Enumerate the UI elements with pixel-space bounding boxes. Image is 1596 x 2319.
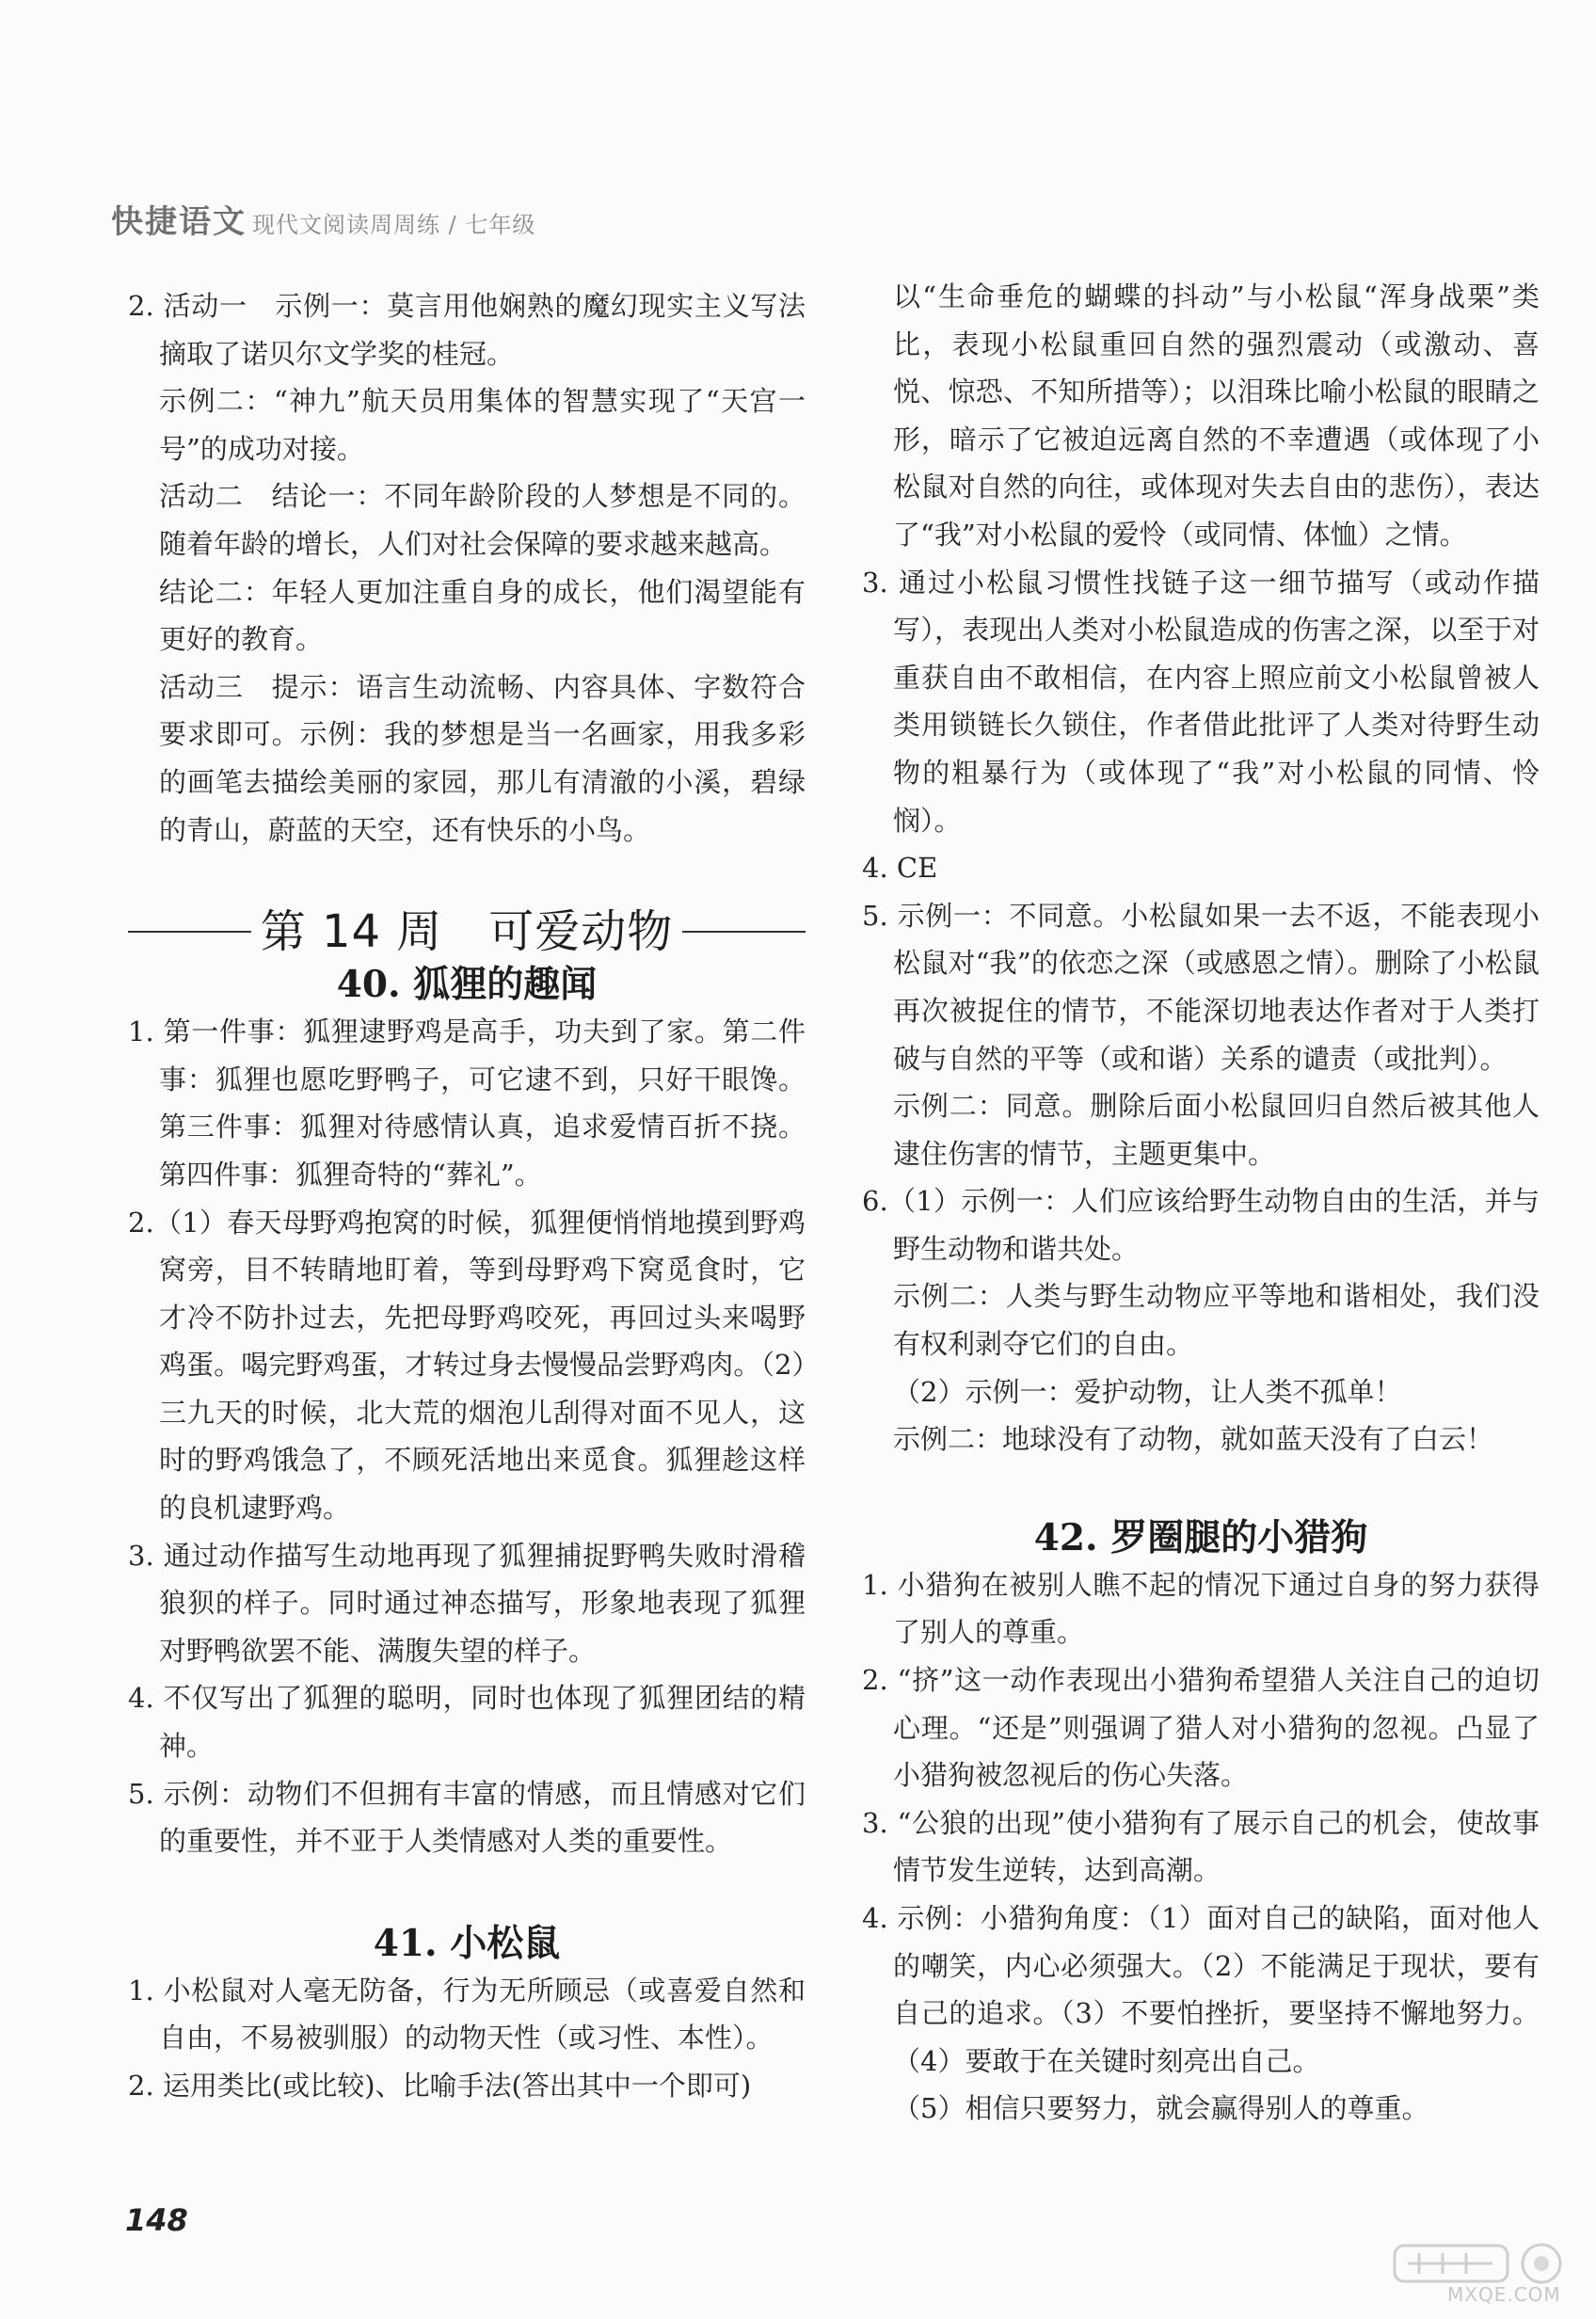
week-heading bbox=[128, 903, 806, 961]
answer-item: （2）示例一：爱护动物，让人类不孤单！ bbox=[893, 1375, 1402, 1408]
answer-item: 2. 活动一 示例一：莫言用他娴熟的魔幻现实主义写法摘取了诺贝尔文学奖的桂冠。 bbox=[128, 290, 806, 370]
answer-item: 示例二：地球没有了动物，就如蓝天没有了白云！ bbox=[893, 1423, 1494, 1456]
watermark-url: MXQE.COM bbox=[1447, 2283, 1561, 2306]
answer-list-top bbox=[128, 282, 806, 854]
right-column bbox=[862, 273, 1540, 2133]
watermark-logo bbox=[1391, 2240, 1572, 2306]
answer-item: 5. 示例一：不同意。小松鼠如果一去不返，不能表现小松鼠对“我”的依恋之深（或感恩之情）。删除了小松鼠再次被捉住的情节，不能深切地表达作者对于人类打破与自然的平等（或和谐）关系的谴责（或批判）。 bbox=[862, 899, 1540, 1075]
answer-item: 活动二 结论一：不同年龄阶段的人梦想是不同的。随着年龄的增长，人们对社会保障的要求越来越高。 bbox=[159, 480, 806, 560]
book-subtitle: 现代文阅读周周练 / 七年级 bbox=[252, 212, 536, 238]
answer-item: 2. 运用类比(或比较)、比喻手法(答出其中一个即可) bbox=[128, 2070, 752, 2102]
page-number: 148 bbox=[125, 2202, 188, 2238]
answer-item: 4. CE bbox=[862, 852, 938, 885]
answer-list-41 bbox=[128, 1967, 806, 2110]
answer-item: 3. 通过动作描写生动地再现了狐狸捕捉野鸭失败时滑稽狼狈的样子。同时通过神态描写，形象地表现了狐狸对野鸭欲罢不能、满腹失望的样子。 bbox=[128, 1539, 806, 1667]
section-title-42: 42. 罗圈腿的小猎狗 bbox=[1033, 1515, 1368, 1559]
answer-item: 4. 不仅写出了狐狸的聪明，同时也体现了狐狸团结的精神。 bbox=[128, 1682, 806, 1763]
answer-item: 6.（1）示例一：人们应该给野生动物自由的生活，并与野生动物和谐共处。 bbox=[862, 1185, 1540, 1265]
running-header bbox=[111, 196, 535, 242]
answer-item: 示例二：人类与野生动物应平等地和谐相处，我们没有权利剥夺它们的自由。 bbox=[893, 1280, 1540, 1361]
answer-list-42 bbox=[862, 1561, 1540, 2133]
heading-rule-left bbox=[128, 931, 251, 933]
answer-item: 1. 第一件事：狐狸逮野鸡是高手，功夫到了家。第二件事：狐狸也愿吃野鸭子，可它逮不到，只好干眼馋。第三件事：狐狸对待感情认真，追求爱情百折不挠。第四件事：狐狸奇特的“葬礼”。 bbox=[128, 1016, 806, 1191]
left-column bbox=[128, 282, 806, 2110]
answer-list-41-cont bbox=[862, 559, 1540, 1463]
answer-item: 结论二：年轻人更加注重自身的成长，他们渴望能有更好的教育。 bbox=[159, 575, 806, 656]
week-title: 第 14 周 可爱动物 bbox=[260, 904, 674, 958]
watermark-mark-icon bbox=[1391, 2240, 1572, 2287]
answer-item: 5. 示例：动物们不但拥有丰富的情感，而且情感对它们的重要性，并不亚于人类情感对人类的重要性。 bbox=[128, 1777, 806, 1858]
book-brand: 快捷语文 bbox=[111, 203, 247, 241]
section-title-41: 41. 小松鼠 bbox=[373, 1921, 561, 1965]
answer-item: 活动三 提示：语言生动流畅、内容具体、字数符合要求即可。示例：我的梦想是当一名画家，用我多彩的画笔去描绘美丽的家园，那儿有清澈的小溪，碧绿的青山，蔚蓝的天空，还有快乐的小鸟。 bbox=[159, 670, 806, 846]
heading-rule-right bbox=[682, 931, 806, 933]
answer-continuation: 以“生命垂危的蝴蝶的抖动”与小松鼠“浑身战栗”类比，表现小松鼠重回自然的强烈震动（或激动、喜悦、惊恐、不知所措等）；以泪珠比喻小松鼠的眼睛之形，暗示了它被迫远离自然的不幸遭遇（或体现了小松鼠对自然的向往，或体现对失去自由的悲伤），表达了“我”对小松鼠的爱怜（或同情、体恤）之情。 bbox=[893, 280, 1540, 551]
section-title-40: 40. 狐狸的趣闻 bbox=[336, 963, 598, 1007]
answer-item: 2. “挤”这一动作表现出小猎狗希望猎人关注自己的迫切心理。“还是”则强调了猎人对小猎狗的忽视。凸显了小猎狗被忽视后的伤心失落。 bbox=[862, 1664, 1540, 1792]
answer-item: 3. “公狼的出现”使小猎狗有了展示自己的机会，使故事情节发生逆转，达到高潮。 bbox=[862, 1806, 1540, 1887]
answer-list-40 bbox=[128, 1008, 806, 1865]
answer-item: 2.（1）春天母野鸡抱窝的时候，狐狸便悄悄地摸到野鸡窝旁，目不转睛地盯着，等到母野鸡下窝觅食时，它才冷不防扑过去，先把母野鸡咬死，再回过头来喝野鸡蛋。喝完野鸡蛋，才转过身去慢慢品尝野鸡肉。（2）三九天的时候，北大荒的烟泡儿刮得对面不见人，这时的野鸡饿急了，不顾死活地出来觅食。狐狸趁这样的良机逮野鸡。 bbox=[128, 1206, 806, 1525]
answer-item: （5）相信只要努力，就会赢得别人的尊重。 bbox=[893, 2092, 1429, 2125]
answer-item: 3. 通过小松鼠习惯性找链子这一细节描写（或动作描写），表现出人类对小松鼠造成的伤害之深，以至于对重获自由不敢相信，在内容上照应前文小松鼠曾被人类用锁链长久锁住，作者借此批评了人类对待野生动物的粗暴行为（或体现了“我”对小松鼠的同情、怜悯）。 bbox=[862, 566, 1540, 837]
answer-item: 1. 小猎狗在被别人瞧不起的情况下通过自身的努力获得了别人的尊重。 bbox=[862, 1568, 1540, 1649]
answer-item: 4. 示例：小猎狗角度：（1）面对自己的缺陷，面对他人的嘲笑，内心必须强大。（2）不能满足于现状，要有自己的追求。（3）不要怕挫折，要坚持不懈地努力。（4）要敢于在关键时刻亮出自己。 bbox=[862, 1902, 1540, 2077]
answer-item: 1. 小松鼠对人毫无防备，行为无所顾忌（或喜爱自然和自由，不易被驯服）的动物天性（或习性、本性）。 bbox=[128, 1974, 806, 2055]
answer-item: 示例二：同意。删除后面小松鼠回归自然后被其他人逮住伤害的情节，主题更集中。 bbox=[893, 1090, 1540, 1170]
answer-item: 示例二：“神九”航天员用集体的智慧实现了“天宫一号”的成功对接。 bbox=[159, 385, 806, 465]
